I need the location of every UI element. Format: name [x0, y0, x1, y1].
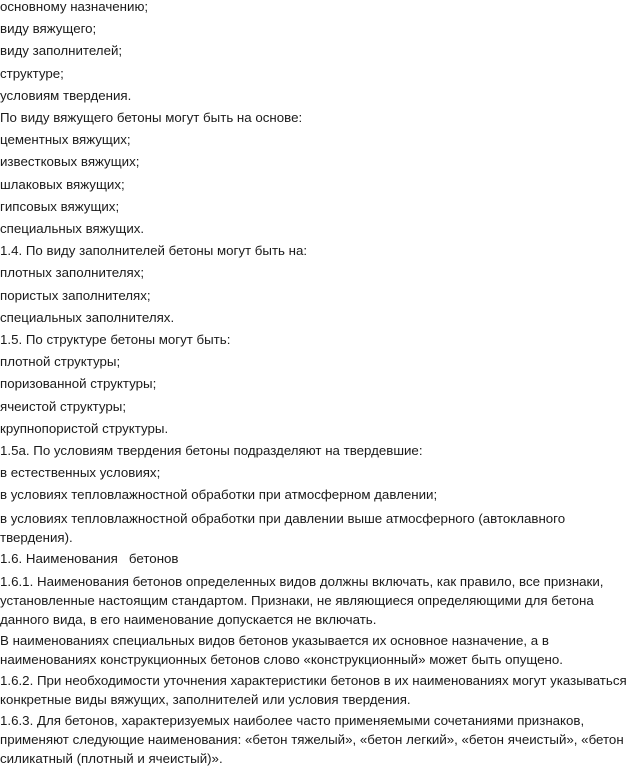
paragraph: шлаковых вяжущих;	[0, 176, 125, 192]
paragraph: цементных вяжущих;	[0, 132, 131, 148]
paragraph: структуре;	[0, 65, 64, 81]
paragraph: условиям твердения.	[0, 87, 132, 103]
section-heading: 1.5. По структуре бетоны могут быть:	[0, 332, 231, 348]
paragraph: По виду вяжущего бетоны могут быть на основе:	[0, 110, 303, 126]
paragraph: виду вяжущего;	[0, 21, 97, 37]
paragraph: плотных заполнителях;	[0, 265, 145, 281]
paragraph: в условиях тепловлажностной обработки при давлении выше атмосферного (автоклавного твердения).	[0, 510, 566, 545]
section-heading: 1.4. По виду заполнителей бетоны могут быть на:	[0, 243, 308, 259]
paragraph: поризованной структуры;	[0, 376, 157, 392]
paragraph: гипсовых вяжущих;	[0, 198, 120, 214]
paragraph: в условиях тепловлажностной обработки при атмосферном давлении;	[0, 487, 438, 503]
paragraph: в естественных условиях;	[0, 465, 161, 481]
paragraph: крупнопористой структуры.	[0, 420, 169, 436]
section-heading: 1.5а. По условиям твердения бетоны подразделяют на твердевшие:	[0, 443, 423, 459]
paragraph: специальных заполнителях.	[0, 309, 175, 325]
paragraph: основному назначению;	[0, 0, 149, 14]
paragraph: 1.6.1. Наименования бетонов определенных видов должны включать, как правило, все признаки, установленные настоящим стандартом. Признаки, не являющиеся определяющими для бетона данного вида, в его наименование допускается не включать.	[0, 573, 604, 627]
paragraph: ячеистой структуры;	[0, 398, 127, 414]
paragraph: пористых заполнителях;	[0, 287, 151, 303]
paragraph: виду заполнителей;	[0, 43, 123, 59]
paragraph: известковых вяжущих;	[0, 154, 140, 170]
section-heading: 1.6. Наименования бетонов	[0, 550, 179, 566]
paragraph: специальных вяжущих.	[0, 221, 145, 237]
paragraph: В наименованиях специальных видов бетонов указывается их основное назначение, а в наименованиях конструкционных бетонов слово «конструкционный» может быть опущено.	[0, 632, 563, 667]
paragraph: плотной структуры;	[0, 354, 121, 370]
paragraph: 1.6.3. Для бетонов, характеризуемых наиболее часто применяемыми сочетаниями признаков, применяют следующие наименования: «бетон тяжелый», «бетон легкий», «бетон ячеистый», «бетон силикатный (плотный и ячеистый)».	[0, 712, 624, 766]
paragraph: 1.6.2. При необходимости уточнения характеристики бетонов в их наименованиях могут указываться конкретные виды вяжущих, заполнителей или условия твердения.	[0, 672, 627, 707]
